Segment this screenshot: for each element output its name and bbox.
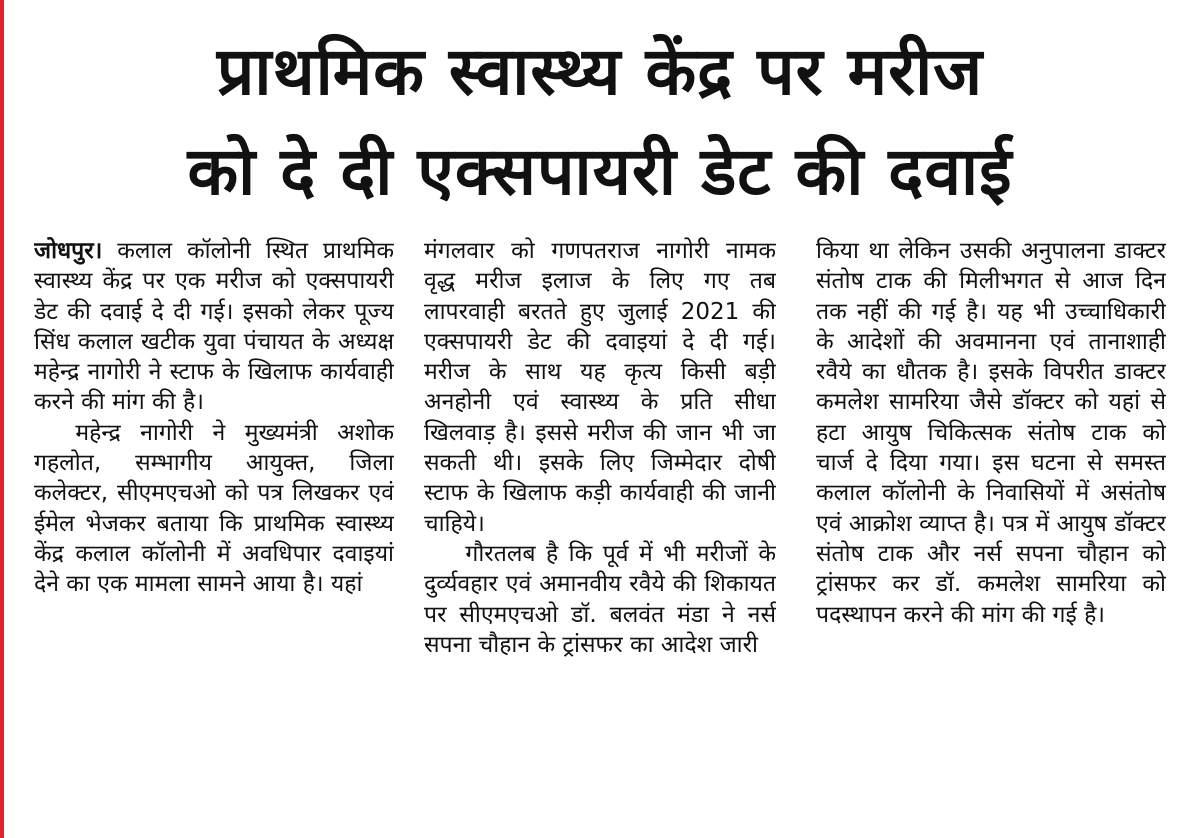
- article-column-1: [34, 236, 394, 826]
- headline-line-2: को दे दी एक्सपायरी डेट की दवाई: [187, 133, 1013, 210]
- headline: [20, 22, 1180, 222]
- article-paragraph: [34, 236, 394, 418]
- headline-line-1: प्राथमिक स्वास्थ्य केंद्र पर मरीज: [216, 33, 984, 110]
- article-column-3: [816, 236, 1166, 826]
- article-column-2: [424, 236, 776, 826]
- article-paragraph: गौरतलब है कि पूर्व में भी मरीजों के दुर्व्यवहार एवं अमानवीय रवैये की शिकायत पर सीएमएचओ डॉ. बलवंत मंडा ने नर्स सपना चौहान के ट्रांसफर का आदेश जारी: [424, 540, 776, 658]
- article-paragraph: महेन्द्र नागोरी ने मुख्यमंत्री अशोक गहलोत, सम्भागीय आयुक्त, जिला कलेक्टर, सीएमएचओ को पत्र लिखकर एवं ईमेल भेजकर बताया कि प्राथमिक स्वास्थ्य केंद्र कलाल कॉलोनी में अवधिपार दवाइयां देने का एक मामला सामने आया है। यहां: [34, 419, 394, 598]
- article-paragraph: किया था लेकिन उसकी अनुपालना डाक्टर संतोष टाक की मिलीभगत से आज दिन तक नहीं की गई है। यह भी उच्चाधिकारी के आदेशों की अवमानना एवं तानाशाही रवैये का धौतक है। इसके विपरीत डाक्टर कमलेश सामरिया जैसे डॉक्टर को यहां से हटा आयुष चिकित्सक संतोष टाक को चार्ज दे दिया गया। इस घटना से समस्त कलाल कॉलोनी के निवासियों में असंतोष एवं आक्रोश व्याप्त है। पत्र में आयुष डॉक्टर संतोष टाक और नर्स सपना चौहान को ट्रांसफर कर डॉ. कमलेश सामरिया को पदस्थापन करने की मांग की गई है।: [816, 238, 1166, 628]
- left-accent-rule: [0, 0, 4, 838]
- dateline: जोधपुर।: [34, 238, 103, 264]
- paragraph-text: कलाल कॉलोनी स्थित प्राथमिक स्वास्थ्य केंद्र पर एक मरीज को एक्सपायरी डेट की दवाई दे दी गई। इसको लेकर पूज्य सिंध कलाल खटीक युवा पंचायत के अध्यक्ष महेन्द्र नागोरी ने स्टाफ के खिलाफ कार्यवाही करने की मांग की है।: [34, 238, 394, 416]
- article-paragraph: मंगलवार को गणपतराज नागोरी नामक वृद्ध मरीज इलाज के लिए गए तब लापरवाही बरतते हुए जुलाई 2021 की एक्सपायरी डेट की दवाइयां दे दी गई। मरीज के साथ यह कृत्य किसी बड़ी अनहोनी एवं स्वास्थ्य के प्रति सीधा खिलवाड़ है। इससे मरीज की जान भी जा सकती थी। इसके लिए जिम्मेदार दोषी स्टाफ के खिलाफ कड़ी कार्यवाही की जानी चाहिये।: [424, 238, 776, 537]
